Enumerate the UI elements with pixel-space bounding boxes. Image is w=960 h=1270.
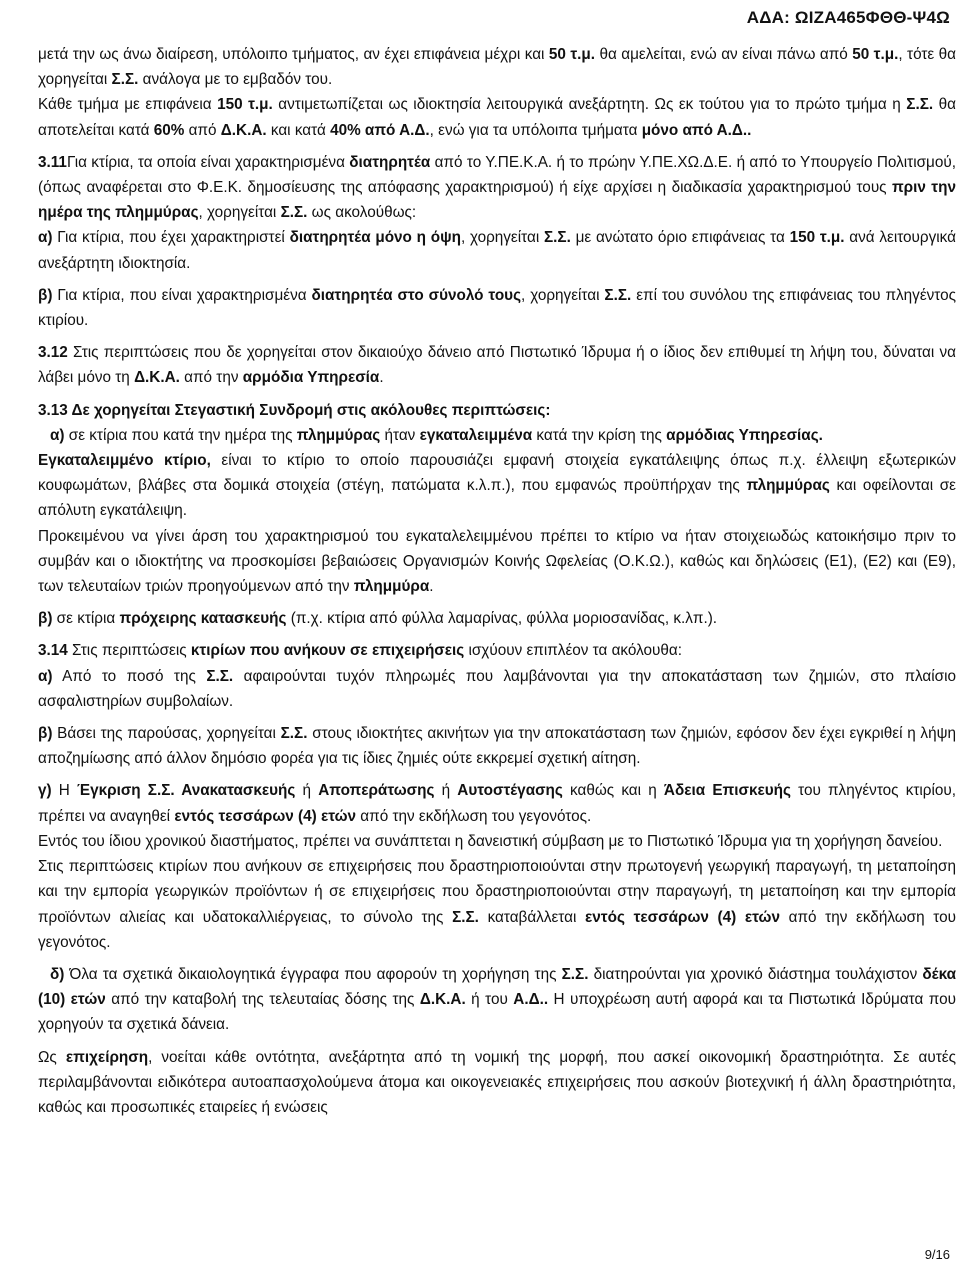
paragraph: [38, 1045, 956, 1121]
text-run: ανάλογα με το εμβαδόν του.: [138, 71, 333, 89]
text-run: ή: [434, 782, 458, 800]
paragraph: [38, 524, 956, 600]
page-number: 9/16: [924, 1247, 950, 1262]
text-run: με ανώτατο όριο επιφάνειας τα: [570, 229, 790, 247]
bold-text: δ): [50, 965, 65, 983]
bold-text: πλημμύρας: [746, 477, 830, 495]
text-run: στους ιδιοκτήτες ακινήτων για την αποκατάσταση των ζημιών, εφόσον δεν έχει εγκριθεί η λήψη αποζημίωσης από άλλον δημόσιο φορέα για τις ίδιες ζημιές ούτε εκκρεμεί σχετική αίτηση.: [38, 725, 956, 768]
text-run: Ως: [38, 1048, 66, 1066]
bold-text: 50 τ.μ.: [548, 46, 596, 63]
text-run: αντιμετωπίζεται ως ιδιοκτησία λειτουργικά ανεξάρτητη. Ως εκ τούτου για το πρώτο τμήμα η: [272, 96, 907, 114]
paragraph: [38, 225, 956, 275]
bold-text: γ): [38, 782, 52, 800]
text-run: Εντός του ίδιου χρονικού διαστήματος, πρέπει να συνάπτεται η δανειστική σύμβαση με το Πιστωτικό Ίδρυμα για τη χορήγηση δανείου.: [38, 832, 943, 850]
text-run: ή: [295, 782, 319, 800]
text-run: , χορηγείται: [460, 229, 544, 247]
text-run: και οφείλονται σε απόλυτη εγκατάλειψη.: [38, 477, 956, 520]
bold-text: Εγκαταλειμμένο κτίριο,: [38, 452, 211, 470]
paragraph: [38, 778, 956, 828]
document-body: [38, 42, 956, 1120]
paragraph: [38, 829, 956, 854]
text-run: Βάσει της παρούσας, χορηγείται: [52, 725, 281, 743]
bold-text: Δ.Κ.Α.: [220, 121, 267, 139]
text-run: (π.χ. κτίρια από φύλλα λαμαρίνας, φύλλα μοριοσανίδας, κ.λπ.).: [286, 610, 718, 628]
bold-text: κτιρίων που ανήκουν σε επιχειρήσεις: [190, 642, 465, 660]
bold-text: Σ.Σ.: [906, 96, 934, 114]
paragraph: [38, 283, 956, 333]
text-run: ισχύουν επιπλέον τα ακόλουθα:: [464, 642, 683, 660]
bold-text: Σ.Σ.: [543, 229, 571, 247]
bold-text: διατηρητέα στο σύνολό τους: [311, 286, 522, 304]
text-run: Για κτίρια, τα οποία είναι χαρακτηρισμένα: [66, 153, 350, 171]
bold-text: Αποπεράτωσης: [318, 782, 435, 800]
text-run: θα αποτελείται κατά: [38, 96, 956, 139]
text-run: ήταν: [380, 426, 420, 444]
text-run: Κάθε τμήμα με επιφάνεια: [38, 96, 218, 114]
text-run: , τότε θα χορηγείται: [38, 46, 957, 89]
bold-text: 3.13 Δε χορηγείται Στεγαστική Συνδρομή στις ακόλουθες περιπτώσεις:: [38, 401, 551, 419]
text-run: διατηρούνται για χρονικό διάστημα τουλάχιστον: [588, 965, 923, 983]
text-run: από την εκδήλωση του γεγονότος.: [38, 908, 956, 951]
text-run: Στις περιπτώσεις κτιρίων που ανήκουν σε επιχειρήσεις που δραστηριοποιούνται στην πρωτογενή γεωργική παραγωγή, τη μεταποίηση και την εμπορία γεωργικών προϊόντων ή σε επιχειρήσεις που δραστηριοποιούνται στην παραγωγή, τη μεταποίηση και την εμπορία προϊόντων αλιείας και υδατοκαλλιέργειας, το σύνολο της: [38, 858, 956, 926]
bold-text: αρμόδια Υπηρεσία: [242, 369, 380, 387]
text-run: Η υποχρέωση αυτή αφορά και τα Πιστωτικά Ιδρύματα που χορηγούν τα σχετικά δάνεια.: [38, 991, 957, 1034]
bold-text: Σ.Σ.: [280, 204, 308, 222]
bold-text: 60%: [153, 121, 185, 139]
paragraph: [38, 854, 956, 955]
bold-text: β): [38, 725, 53, 743]
paragraph: [38, 664, 956, 714]
paragraph: [38, 423, 956, 448]
paragraph: [38, 92, 956, 142]
bold-text: α): [38, 229, 53, 247]
text-run: από: [184, 121, 221, 139]
bold-text: α): [50, 426, 65, 444]
bold-text: πλημμύρα: [353, 578, 430, 596]
bold-text: εγκαταλειμμένα: [419, 426, 533, 444]
bold-text: εντός τεσσάρων (4) ετών: [585, 908, 780, 926]
bold-text: Σ.Σ.: [280, 725, 308, 743]
bold-text: α): [38, 667, 53, 685]
paragraph: [38, 340, 956, 390]
text-run: Στις περιπτώσεις που δε χορηγείται στον δικαιούχο δάνειο από Πιστωτικό Ίδρυμα ή ο ίδιος δεν επιθυμεί τη λήψη του, δύναται να λάβει μόνο τη: [38, 344, 956, 387]
bold-text: 40% από Α.Δ.: [330, 121, 430, 139]
bold-text: διατηρητέα μόνο η όψη: [289, 229, 461, 247]
bold-text: εντός τεσσάρων (4) ετών: [174, 807, 357, 825]
text-run: , νοείται κάθε οντότητα, ανεξάρτητα από τη νομική της μορφή, που ασκεί οικονομική δραστηριότητα. Σε αυτές περιλαμβάνονται ειδικότερα αυτοαπασχολούμενα άτομα και οικογενειακές επιχειρήσεις που ασκούν βιοτεχνική ή άλλη δραστηριότητα, καθώς και προσωπικές εταιρείες ή ενώσεις: [38, 1048, 956, 1116]
text-run: και κατά: [266, 121, 331, 139]
text-run: , χορηγείται: [198, 204, 281, 222]
text-run: καθώς και η: [562, 782, 664, 800]
bold-text: 3.14: [38, 642, 68, 660]
text-run: καταβάλλεται: [478, 908, 586, 926]
bold-text: Α.Δ..: [513, 991, 549, 1009]
bold-text: 50 τ.μ.: [852, 46, 899, 63]
bold-text: Αυτοστέγασης: [457, 782, 563, 800]
text-run: του πληγέντος κτιρίου, πρέπει να αναγηθεί: [38, 782, 957, 825]
bold-text: Άδεια Επισκευής: [663, 782, 791, 800]
paragraph: [38, 962, 956, 1038]
bold-text: επιχείρηση: [65, 1048, 149, 1066]
paragraph: [38, 721, 956, 771]
bold-text: 3.11: [38, 153, 67, 171]
bold-text: Σ.Σ.: [111, 71, 139, 89]
bold-text: Σ.Σ.: [206, 667, 234, 685]
paragraph: [38, 638, 956, 663]
bold-text: αρμόδιας Υπηρεσίας.: [666, 426, 823, 444]
text-run: Για κτίρια, που είναι χαρακτηρισμένα: [52, 286, 312, 304]
bold-text: πριν την ημέρα της πλημμύρας: [38, 179, 956, 222]
text-run: ή του: [465, 991, 514, 1009]
text-run: επί του συνόλου της επιφάνειας του πληγέντος κτιρίου.: [38, 286, 956, 330]
bold-text: β): [38, 286, 53, 304]
text-run: Για κτίρια, που έχει χαρακτηριστεί: [52, 229, 290, 247]
bold-text: 150 τ.μ.: [789, 229, 845, 247]
text-run: σε κτίρια που κατά την ημέρα της: [64, 426, 297, 444]
paragraph: [38, 150, 956, 226]
text-run: , χορηγείται: [521, 286, 605, 304]
paragraph: [38, 398, 956, 423]
text-run: ως ακολούθως:: [307, 204, 417, 222]
ada-header: ΑΔΑ: ΩΙΖΑ465ΦΘΘ-Ψ4Ω: [746, 8, 950, 27]
bold-text: Σ.Σ.: [561, 965, 589, 983]
bold-text: Σ.Σ.: [604, 286, 632, 304]
bold-text: 3.12: [38, 344, 68, 362]
paragraph: [38, 606, 956, 631]
text-run: είναι το κτίριο το οποίο παρουσιάζει εμφανή στοιχεία εγκατάλειψης όπως π.χ. έλλειψη εξωτερικών κουφωμάτων, βλάβες στα δομικά στοιχεία (στέγη, πατώματα κ.λ.π.), που εμφανώς προϋπήρχαν της: [38, 452, 956, 495]
text-run: ανά λειτουργικά ανεξάρτητη ιδιοκτησία.: [38, 229, 956, 272]
bold-text: διατηρητέα: [349, 153, 431, 171]
paragraph: [38, 42, 956, 92]
bold-text: Δ.Κ.Α.: [134, 369, 180, 387]
bold-text: πλημμύρας: [296, 426, 381, 444]
text-run: Όλα τα σχετικά δικαιολογητικά έγγραφα που αφορούν τη χορήγηση της: [64, 965, 562, 983]
text-run: .: [429, 578, 434, 596]
bold-text: Δ.Κ.Α.: [419, 991, 466, 1009]
bold-text: Έγκριση Σ.Σ. Ανακατασκευής: [77, 782, 296, 800]
text-run: μετά την ως άνω διαίρεση, υπόλοιπο τμήματος, αν έχει επιφάνεια μέχρι και: [38, 46, 549, 63]
bold-text: β): [38, 610, 53, 628]
text-run: από την: [179, 369, 243, 387]
text-run: Από το ποσό της: [52, 667, 207, 685]
bold-text: Σ.Σ.: [452, 908, 479, 926]
text-run: από την εκδήλωση του γεγονότος.: [356, 807, 592, 825]
text-run: αφαιρούνται τυχόν πληρωμές που λαμβάνονται για την αποκατάσταση των ζημιών, στο πλαίσιο ασφαλιστηρίων συμβολαίων.: [38, 667, 957, 710]
paragraph: [38, 448, 956, 524]
text-run: Στις περιπτώσεις: [67, 642, 191, 660]
text-run: σε κτίρια: [52, 610, 120, 628]
text-run: , ενώ για τα υπόλοιπα τμήματα: [429, 121, 642, 139]
text-run: από το Υ.ΠΕ.Κ.Α. ή το πρώην Υ.ΠΕ.ΧΩ.Δ.Ε. ή από το Υπουργείο Πολιτισμού, (όπως αναφέρεται στο Φ.Ε.Κ. δημοσίευσης της απόφασης χαρακτηρισμού) ή είχε αρχίσει η διαδικασία χαρακτηρισμού τους: [38, 153, 956, 197]
bold-text: 150 τ.μ.: [217, 96, 273, 114]
bold-text: πρόχειρης κατασκευής: [119, 610, 287, 628]
bold-text: μόνο από Α.Δ..: [641, 121, 752, 139]
bold-text: δέκα (10) ετών: [38, 965, 956, 1009]
text-run: κατά την κρίση της: [532, 426, 667, 444]
text-run: θα αμελείται, ενώ αν είναι πάνω από: [595, 46, 853, 63]
text-run: από την καταβολή της τελευταίας δόσης της: [105, 991, 420, 1009]
text-run: Προκειμένου να γίνει άρση του χαρακτηρισμού του εγκαταλελειμμένου πρέπει το κτίριο να ήταν στοιχειωδώς κατοικήσιμο πριν το συμβάν και ο ιδιοκτήτης να προσκομίσει βεβαιώσεις Οργανισμών Κοινής Ωφελείας (Ο.Κ.Ω.), καθώς και δηλώσεις (Ε1), (Ε2) και (Ε9), των τελευταίων τριών προηγούμενων από την: [38, 527, 956, 596]
text-run: Η: [51, 782, 78, 800]
text-run: .: [379, 369, 384, 387]
